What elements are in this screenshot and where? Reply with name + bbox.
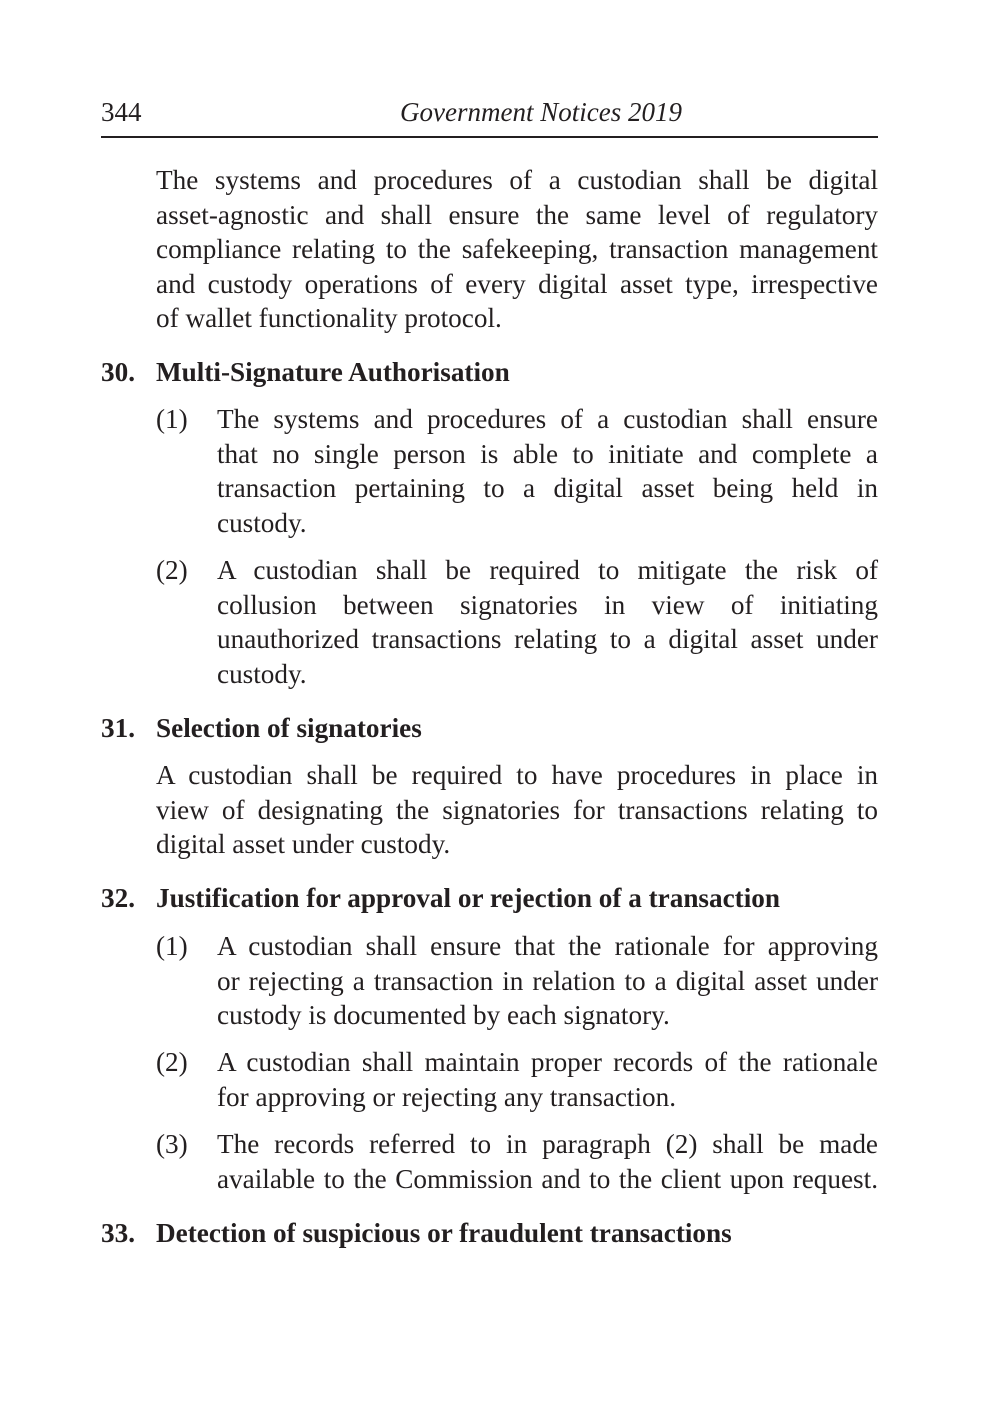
paragraph-line: The systems and procedures of a custodian shall be digital	[156, 165, 878, 195]
paragraph-line: A custodian shall maintain proper records of the rationale	[217, 1047, 878, 1077]
page-number: 344	[101, 97, 142, 127]
subsection-body	[217, 929, 878, 1033]
section-number: 32.	[101, 883, 135, 913]
paragraph-line: and custody operations of every digital asset type, irrespective	[156, 268, 878, 299]
section-title: Multi-Signature Authorisation	[156, 357, 510, 387]
subsection-marker: (3)	[156, 1129, 188, 1159]
section-heading-33	[101, 1217, 878, 1249]
paragraph-line: that no single person is able to initiate and complete a	[217, 438, 878, 469]
paragraph-line: or rejecting a transaction in relation to a digital asset under	[217, 965, 878, 996]
paragraph-line: transaction pertaining to a digital asset being held in	[217, 473, 878, 503]
paragraph-line: available to the Commission and to the client upon request.	[217, 1163, 878, 1194]
paragraph-line: The records referred to in paragraph (2) shall be made	[217, 1129, 878, 1159]
paragraph-line: digital asset under custody.	[156, 829, 451, 859]
subsection-body	[217, 402, 878, 540]
paragraph-line: custody.	[217, 507, 307, 538]
paragraph-line: collusion between signatories in view of initiating	[217, 589, 878, 620]
intro-paragraph	[156, 163, 878, 336]
paragraph-line: asset-agnostic and shall ensure the same level of regulatory	[156, 199, 878, 230]
subsection-marker: (2)	[156, 1047, 188, 1077]
section-title: Detection of suspicious or fraudulent transactions	[156, 1218, 732, 1248]
paragraph-line: A custodian shall ensure that the rationale for approving	[217, 931, 878, 961]
paragraph-line: custody.	[217, 658, 307, 689]
subsection-body	[217, 1127, 878, 1196]
section-31-body	[156, 758, 878, 862]
paragraph-line: unauthorized transactions relating to a digital asset under	[217, 624, 878, 654]
subsection-body	[217, 1045, 878, 1114]
paragraph-line: custody is documented by each signatory.	[217, 1000, 670, 1030]
paragraph-line: of wallet functionality protocol.	[156, 303, 502, 333]
paragraph-line: The systems and procedures of a custodian shall ensure	[217, 404, 878, 434]
page-header	[101, 96, 878, 138]
paragraph-line: A custodian shall be required to mitigate the risk of	[217, 555, 878, 585]
running-title: Government Notices 2019	[400, 97, 682, 127]
section-title: Justification for approval or rejection of a transaction	[156, 883, 780, 913]
paragraph-line: for approving or rejecting any transaction.	[217, 1081, 677, 1112]
section-heading-31	[101, 712, 878, 744]
section-heading-32	[101, 882, 878, 914]
subsection-marker: (2)	[156, 555, 188, 585]
section-title: Selection of signatories	[156, 713, 422, 743]
section-number: 31.	[101, 713, 135, 743]
section-number: 33.	[101, 1218, 135, 1248]
subsection-marker: (1)	[156, 404, 188, 434]
subsection-body	[217, 553, 878, 691]
section-heading-30	[101, 356, 878, 388]
subsection-marker: (1)	[156, 931, 188, 961]
paragraph-line: compliance relating to the safekeeping, transaction management	[156, 234, 878, 264]
paragraph-line: view of designating the signatories for transactions relating to	[156, 794, 878, 825]
paragraph-line: A custodian shall be required to have procedures in place in	[156, 760, 878, 790]
section-number: 30.	[101, 357, 135, 387]
